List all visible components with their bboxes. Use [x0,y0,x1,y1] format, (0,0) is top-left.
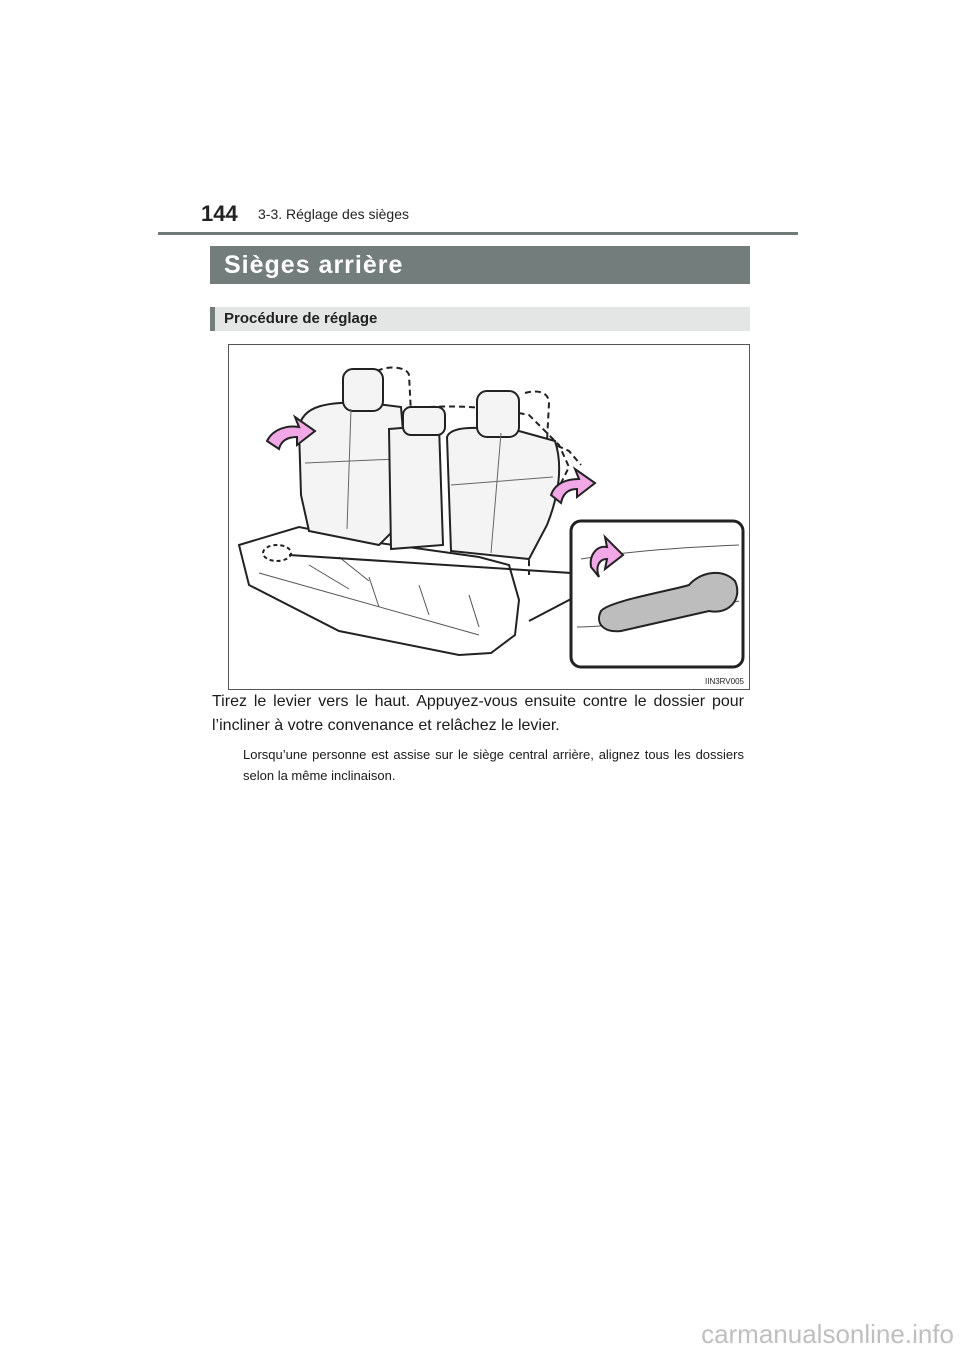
backrest-right [447,428,559,559]
figure-code: IIN3RV005 [705,677,744,686]
headrest-left [343,369,383,411]
subsection-title: Procédure de réglage [224,310,378,327]
rear-seat-illustration [228,344,750,690]
instruction-paragraph: Tirez le levier vers le haut. Appuyez-vous ensuite contre le dossier pour l’incliner à votre convenance et relâchez le levier. [212,693,744,734]
subsection-header [210,307,750,331]
headrest-right [477,391,519,437]
seat-drawing [229,345,749,689]
watermark: carmanualsonline.info [701,1319,954,1349]
header-divider [158,232,798,235]
section-header [210,246,750,284]
note-paragraph: Lorsqu’une personne est assise sur le siège central arrière, alignez tous les dossiers selon la même inclinaison. [243,747,744,783]
section-title: Sièges arrière [224,251,404,279]
backrest-center [389,425,443,549]
chapter-title: 3-3. Réglage des sièges [258,206,409,222]
headrest-center [403,407,445,435]
lever-inset [571,521,743,667]
page-number: 144 [201,201,238,226]
